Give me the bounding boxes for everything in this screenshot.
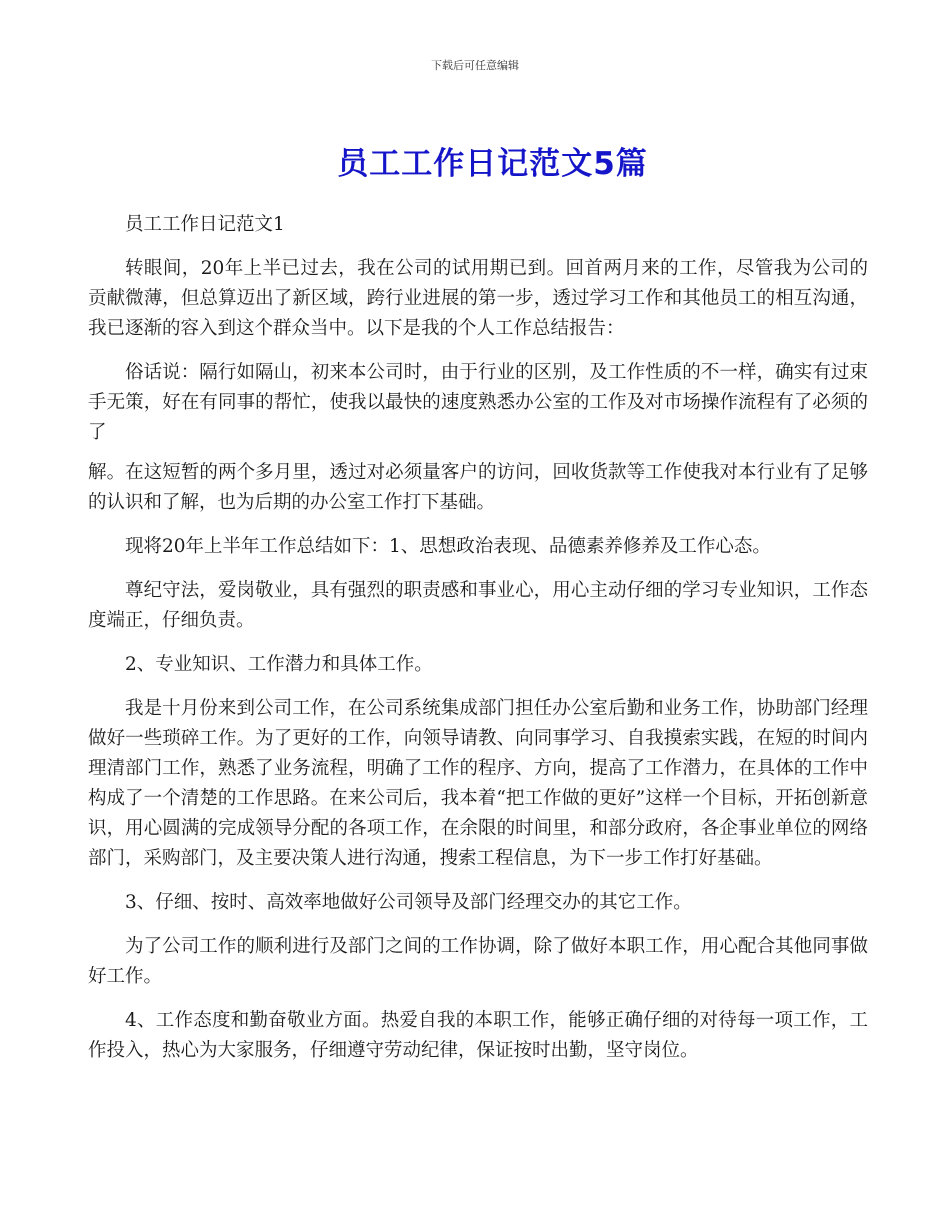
paragraph: 3、仔细、按时、高效率地做好公司领导及部门经理交办的其它工作。 — [125, 892, 692, 913]
paragraph: 2、专业知识、工作潜力和具体工作。 — [125, 654, 433, 675]
paragraph: 解。在这短暂的两个多月里，透过对必须量客户的访问，回收货款等工作使我对本行业有了足够的认识和了解，也为后期的办公室工作打下基础。 — [88, 462, 868, 513]
paragraph: 转眼间，20年上半已过去，我在公司的试用期已到。回首两月来的工作，尽管我为公司的贡献微薄，但总算迈出了新区域，跨行业进展的第一步，透过学习工作和其他员工的相互沟通，我已逐渐的容入到这个群众当中。以下是我的个人工作总结报告： — [88, 258, 868, 339]
paragraph: 为了公司工作的顺利进行及部门之间的工作协调，除了做好本职工作，用心配合其他同事做好工作。 — [88, 936, 868, 987]
paragraph: 尊纪守法，爱岗敬业，具有强烈的职责感和事业心，用心主动仔细的学习专业知识，工作态度端正，仔细负责。 — [88, 580, 868, 631]
paragraph: 现将20年上半年工作总结如下：1、思想政治表现、品德素养修养及工作心态。 — [125, 536, 771, 557]
document-title: 员工工作日记范文5篇 — [337, 146, 648, 182]
paragraph: 4、工作态度和勤奋敬业方面。热爱自我的本职工作，能够正确仔细的对待每一项工作，工作投入，热心为大家服务，仔细遵守劳动纪律，保证按时出勤，坚守岗位。 — [88, 1010, 868, 1061]
paragraph-subtitle: 员工工作日记范文1 — [125, 214, 285, 235]
paragraph: 俗话说：隔行如隔山，初来本公司时，由于行业的区别，及工作性质的不一样，确实有过束手无策，好在有同事的帮忙，使我以最快的速度熟悉办公室的工作及对市场操作流程有了必须的了 — [88, 362, 868, 443]
document-body — [88, 210, 868, 1080]
paragraph: 我是十月份来到公司工作，在公司系统集成部门担任办公室后勤和业务工作，协助部门经理做好一些琐碎工作。为了更好的工作，向领导请教、向同事学习、自我摸索实践，在短的时间内理清部门工作，熟悉了业务流程，明确了工作的程序、方向，提高了工作潜力，在具体的工作中构成了一个清楚的工作思路。在来公司后，我本着“把工作做的更好”这样一个目标，开拓创新意识，用心圆满的完成领导分配的各项工作，在余限的时间里，和部分政府，各企事业单位的网络部门，采购部门，及主要决策人进行沟通，搜索工程信息，为下一步工作打好基础。 — [88, 698, 868, 869]
header-note: 下载后可任意编辑 — [431, 59, 519, 72]
